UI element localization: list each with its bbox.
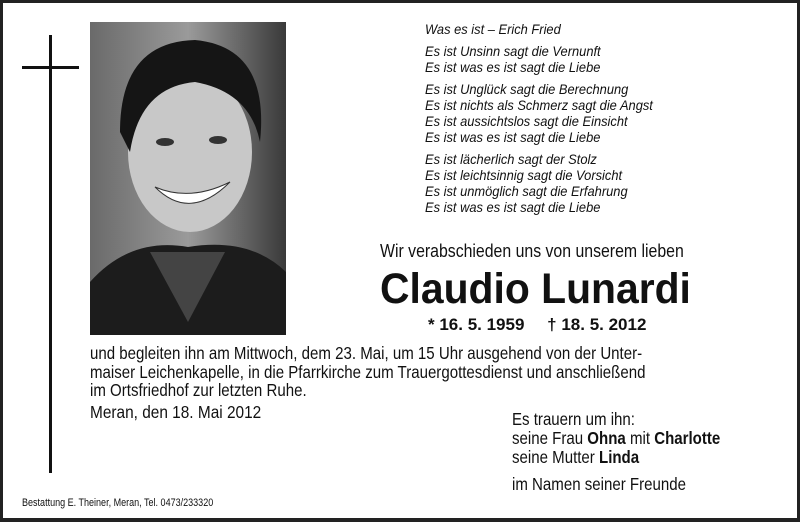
cross-icon-bar <box>22 66 79 69</box>
poem-line: Es ist aussichtslos sagt die Einsicht <box>425 113 628 129</box>
mourners <box>512 410 754 494</box>
portrait-photo <box>90 22 286 335</box>
place-date <box>90 402 285 423</box>
poem-line: Es ist nichts als Schmerz sagt die Angst <box>425 97 653 113</box>
poem-stanza <box>425 81 673 145</box>
mourner-line <box>512 448 639 467</box>
cross-icon <box>49 35 52 473</box>
mourner-name: Linda <box>598 447 640 467</box>
text: seine Mutter <box>512 447 599 467</box>
mourner-line: im Namen seiner Freunde <box>512 474 686 494</box>
funeral-home-footer <box>22 497 255 509</box>
poem-stanza <box>425 151 673 215</box>
poem-line: Es ist was es ist sagt die Liebe <box>425 199 601 215</box>
text: mit <box>625 428 655 448</box>
name-label: Claudio Lunardi <box>380 265 691 313</box>
paragraph-line: maiser Leichenkapelle, in die Pfarrkirche zum Trauergottesdienst und anschließend <box>90 361 646 382</box>
poem-line: Es ist leichtsinnig sagt die Vorsicht <box>425 167 623 183</box>
intro-label: Wir verabschieden uns von unserem lieben <box>380 241 684 261</box>
poem-line: Es ist Unsinn sagt die Vernunft <box>425 43 601 59</box>
poem-line: Es ist was es ist sagt die Liebe <box>425 59 601 75</box>
intro-text <box>380 241 725 262</box>
birth-date: * 16. 5. 1959 <box>428 315 525 334</box>
funeral-details <box>90 344 736 400</box>
mourner-name: Ohna <box>587 428 626 448</box>
paragraph-line: im Ortsfriedhof zur letzten Ruhe. <box>90 380 307 400</box>
poem-line: Es ist unmöglich sagt die Erfahrung <box>425 183 628 199</box>
poem-line: Es ist was es ist sagt die Liebe <box>425 129 601 145</box>
paragraph-line: und begleiten ihn am Mittwoch, dem 23. Mai, um 15 Uhr ausgehend von der Unter- <box>90 343 643 363</box>
poem-line: Es ist lächerlich sagt der Stolz <box>425 151 597 167</box>
mourner-name: Charlotte <box>654 428 721 448</box>
footer-label: Bestattung E. Theiner, Meran, Tel. 0473/233320 <box>22 497 214 509</box>
poem-line: Es ist Unglück sagt die Berechnung <box>425 81 629 97</box>
life-dates <box>428 315 646 335</box>
mourners-heading: Es trauern um ihn: <box>512 409 635 429</box>
place-date-label: Meran, den 18. Mai 2012 <box>90 402 262 422</box>
text: seine Frau <box>512 428 588 448</box>
mourner-line <box>512 429 720 448</box>
poem-stanza <box>425 43 673 75</box>
poem <box>425 21 673 221</box>
deceased-name <box>380 265 707 314</box>
poem-title: Was es ist – Erich Fried <box>425 21 561 37</box>
death-date: † 18. 5. 2012 <box>547 315 647 334</box>
